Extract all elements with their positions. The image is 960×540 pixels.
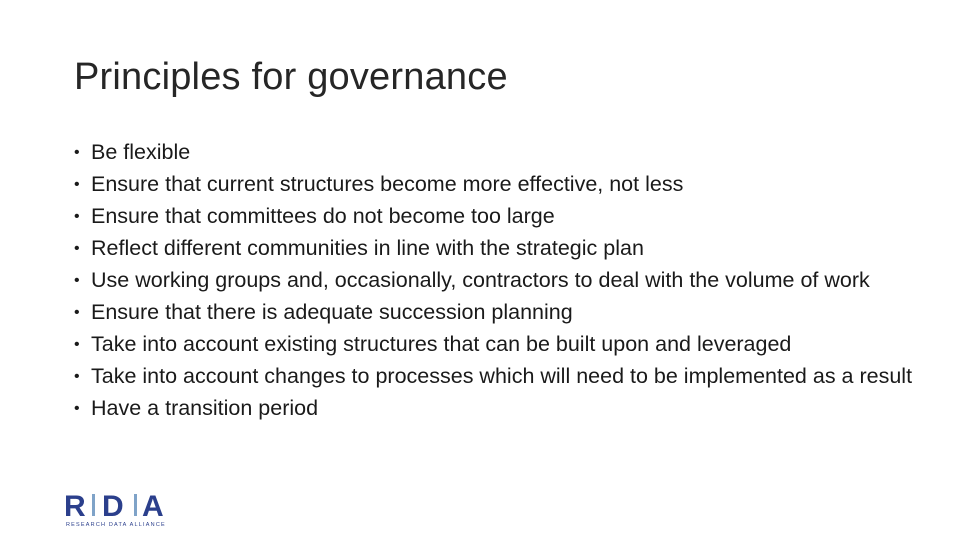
logo-letter-r: R (64, 490, 86, 523)
bullet-item (74, 302, 914, 323)
bullet-text: Ensure that there is adequate succession planning (91, 300, 573, 324)
bullet-text: Take into account changes to processes which will need to be implemented as a result (91, 364, 913, 388)
bullet-item (74, 334, 914, 355)
bullet-list (74, 142, 914, 430)
bullet-icon: • (74, 304, 80, 321)
slide-title: Principles for governance (74, 56, 508, 98)
logo-letter-d: D (102, 490, 124, 523)
bullet-icon: • (74, 336, 80, 353)
bullet-item (74, 398, 914, 419)
logo-divider (134, 494, 137, 516)
bullet-item (74, 206, 914, 227)
logo-letter-a: A (142, 490, 164, 523)
bullet-icon: • (74, 240, 80, 257)
bullet-text: Use working groups and, occasionally, contractors to deal with the volume of work (91, 268, 870, 292)
bullet-item (74, 174, 914, 195)
bullet-text: Ensure that committees do not become too large (91, 204, 555, 228)
bullet-item (74, 142, 914, 163)
bullet-icon: • (74, 272, 80, 289)
bullet-item (74, 270, 914, 291)
bullet-icon: • (74, 176, 80, 193)
bullet-text: Ensure that current structures become more effective, not less (91, 172, 684, 196)
bullet-text: Be flexible (91, 140, 191, 164)
logo-divider (92, 494, 95, 516)
bullet-text: Reflect different communities in line with the strategic plan (91, 236, 644, 260)
bullet-icon: • (74, 400, 80, 417)
bullet-icon: • (74, 208, 80, 225)
rda-logo (64, 488, 204, 532)
bullet-item (74, 238, 914, 259)
bullet-icon: • (74, 368, 80, 385)
bullet-item (74, 366, 914, 387)
bullet-icon: • (74, 144, 80, 161)
bullet-text: Have a transition period (91, 396, 319, 420)
bullet-text: Take into account existing structures that can be built upon and leveraged (91, 332, 792, 356)
logo-tagline: RESEARCH DATA ALLIANCE (66, 522, 166, 528)
